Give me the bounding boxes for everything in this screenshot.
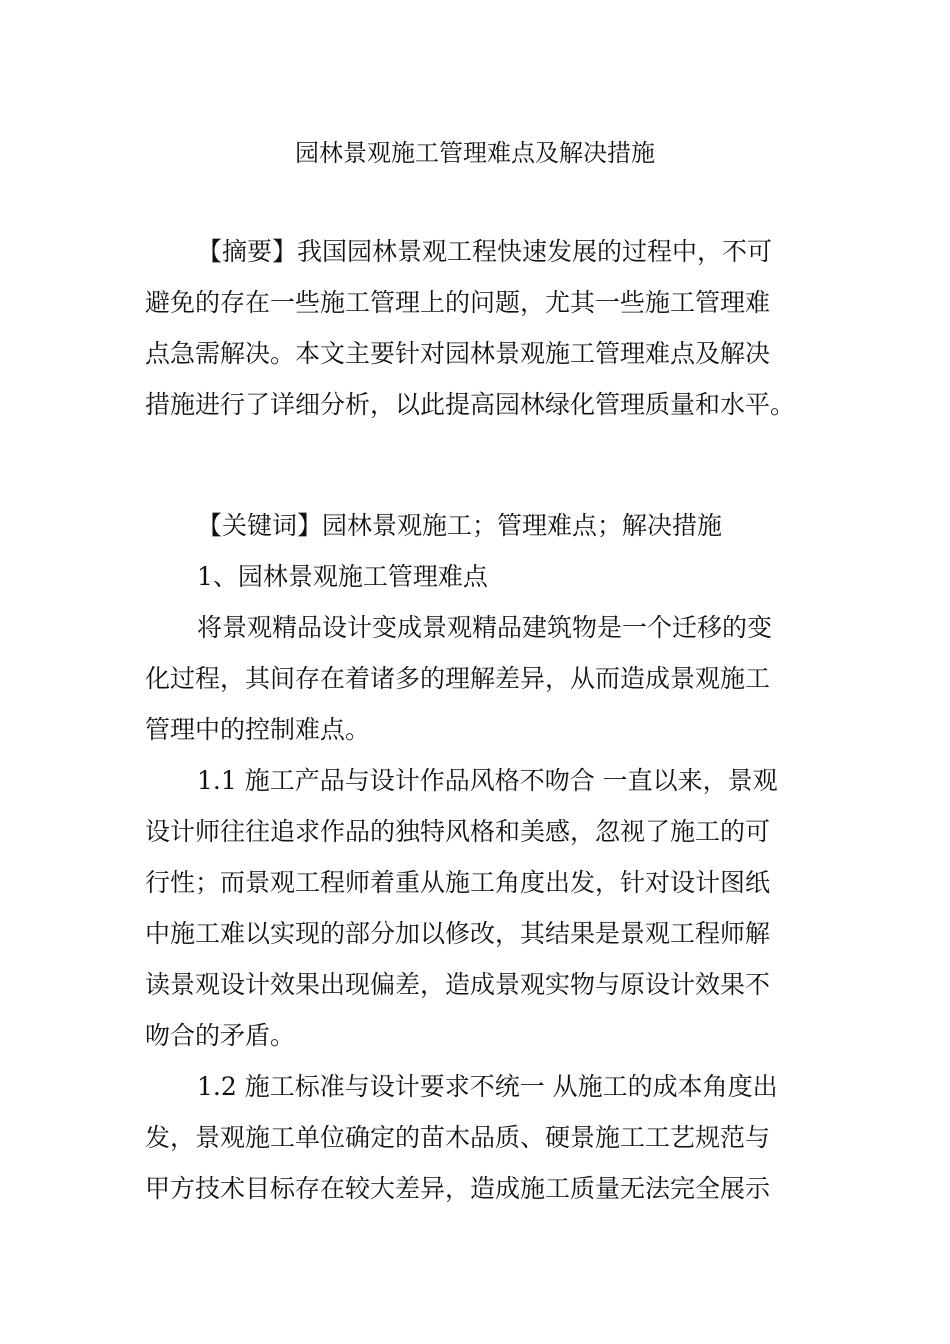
document-title: 园林景观施工管理难点及解决措施 bbox=[295, 139, 655, 167]
subsection-line: 1.1 施工产品与设计作品风格不吻合 一直以来，景观 bbox=[197, 766, 778, 795]
abstract-section bbox=[145, 226, 795, 430]
body-section bbox=[145, 500, 795, 1214]
abstract-line: 点急需解决。本文主要针对园林景观施工管理难点及解决 bbox=[145, 339, 771, 368]
paragraph-line: 管理中的控制难点。 bbox=[145, 715, 371, 744]
paragraph-line: 甲方技术目标存在较大差异，造成施工质量无法完全展示 bbox=[145, 1174, 771, 1203]
paragraph-line: 行性；而景观工程师着重从施工角度出发，针对设计图纸 bbox=[145, 868, 771, 897]
paragraph-line: 中施工难以实现的部分加以修改，其结果是景观工程师解 bbox=[145, 919, 771, 948]
paragraph-line: 读景观设计效果出现偏差，造成景观实物与原设计效果不 bbox=[145, 970, 771, 999]
abstract-line: 措施进行了详细分析，以此提高园林绿化管理质量和水平。 bbox=[145, 390, 796, 419]
abstract-line: 避免的存在一些施工管理上的问题，尤其一些施工管理难 bbox=[145, 288, 771, 317]
subsection-line: 1.2 施工标准与设计要求不统一 从施工的成本角度出 bbox=[197, 1072, 778, 1101]
paragraph-line: 将景观精品设计变成景观精品建筑物是一个迁移的变 bbox=[197, 613, 773, 642]
section-heading: 1、园林景观施工管理难点 bbox=[197, 562, 488, 591]
abstract-line: 【摘要】我国园林景观工程快速发展的过程中，不可 bbox=[197, 237, 773, 266]
paragraph-line: 发，景观施工单位确定的苗木品质、硬景施工工艺规范与 bbox=[145, 1123, 771, 1152]
paragraph-line: 化过程，其间存在着诸多的理解差异，从而造成景观施工 bbox=[145, 664, 771, 693]
paragraph-line: 设计师往往追求作品的独特风格和美感，忽视了施工的可 bbox=[145, 817, 771, 846]
keywords-line: 【关键词】园林景观施工；管理难点；解决措施 bbox=[197, 511, 723, 540]
paragraph-line: 吻合的矛盾。 bbox=[145, 1021, 296, 1050]
